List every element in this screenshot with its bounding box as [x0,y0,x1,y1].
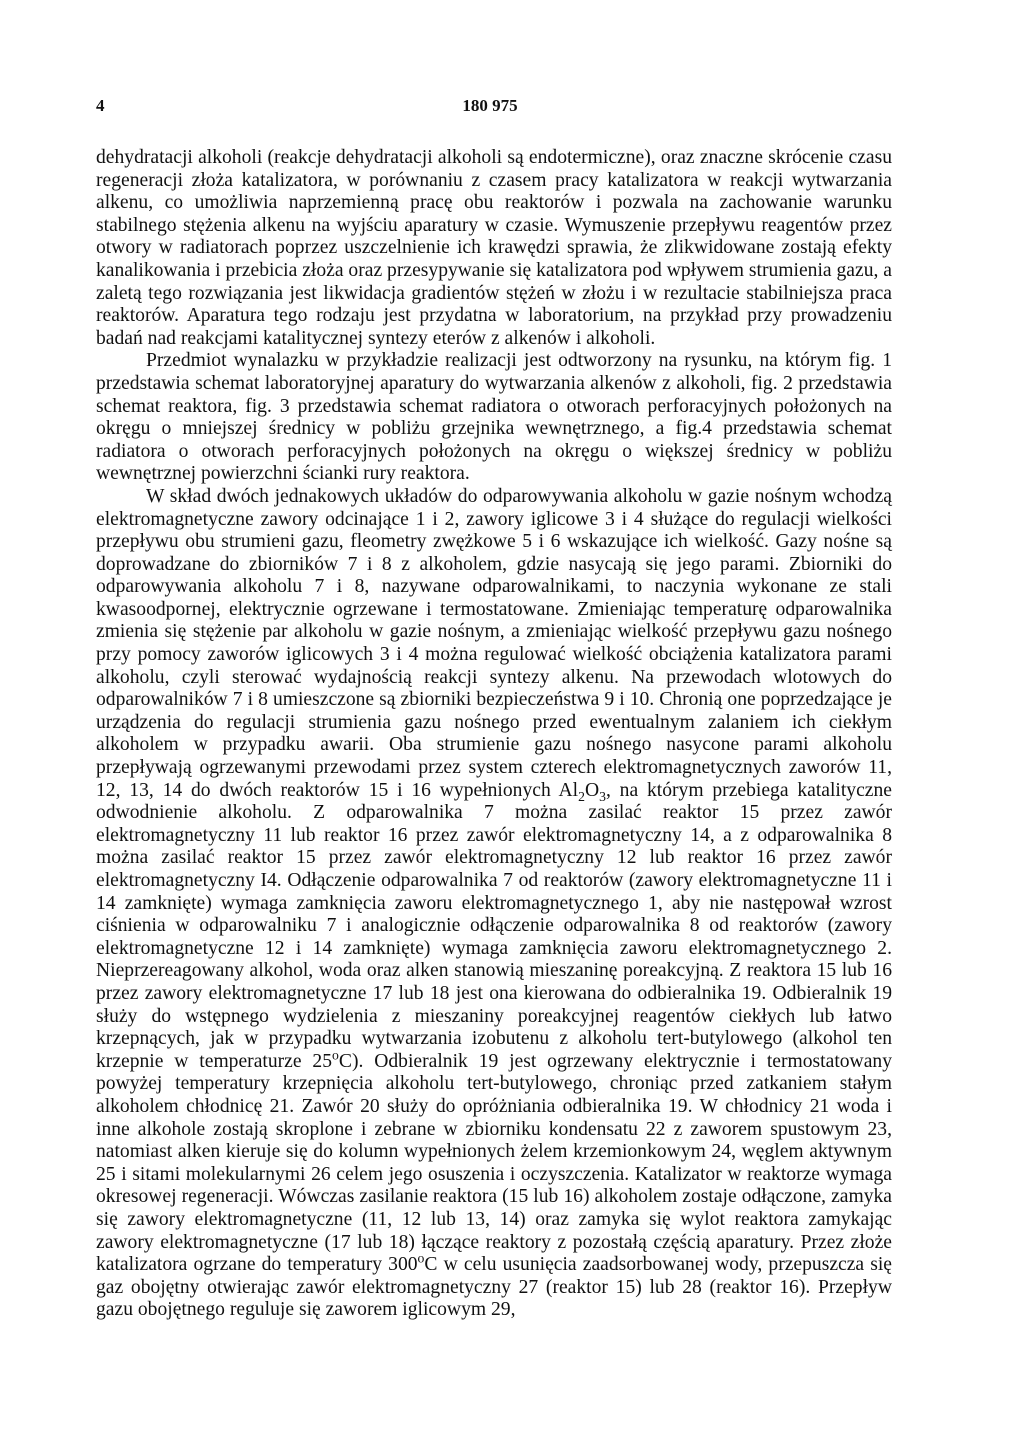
document-number: 180 975 [462,96,518,115]
text-segment: C w celu usunięcia zaadsorbowanej wody, przepuszcza się gaz obojętny otwierając zawór elektromagnetyczny 27 (reaktor 15) lub 28 (reaktor 16). Przepływ gazu obojętnego reguluje się zaworem iglicowym 29, [96,1254,893,1321]
paragraph-2: Przedmiot wynalazku w przykładzie realizacji jest odtworzony na rysunku, na którym fig. 1 przedstawia schemat laboratoryjnej aparatury do wytwarzania alkenów z alkoholi, fig. 2 przedstawia schemat reaktora, fig. 3 przedstawia schemat radiatora o otworach perforacyjnych położonych na okręgu o mniejszej średnicy w pobliżu grzejnika wewnętrznego, a fig.4 przedstawia schemat radiatora o otworach perforacyjnych położonych na okręgu o większej średnicy w pobliżu wewnętrznej powierzchni ścianki rury reaktora. [96,350,892,485]
page-number: 4 [96,96,105,115]
paragraph-3 [96,486,892,1322]
text-segment: C). Odbieralnik 19 jest ogrzewany elektrycznie i termostatowany powyżej temperatury krzepnięcia alkoholu tert-butylowego, chroniąc przed zatkaniem stałym alkoholem chłodnicę 21. Zawór 20 służy do opróżniania odbieralnika 19. W chłodnicy 21 woda i inne alkohole zostają skroplone i zebrane w zbiorniku kondensatu 22 z zaworem spustowym 23, natomiast alken kieruje się do kolumn wypełnionych żelem krzemionkowym 24, węglem aktywnym 25 i sitami molekularnymi 26 celem jego osuszenia i oczyszczenia. Katalizator w reaktorze wymaga okresowej regeneracji. Wówczas zasilanie reaktora (15 lub 16) alkoholem zostaje odłączone, zamyka się zawory elektromagnetyczne (11, 12 lub 13, 14) oraz zamyka się wylot reaktora zamykając zawory elektromagnetyczne (17 lub 18) łączące reaktory z pozostałą częścią aparatury. Przez złoże katalizatora ogrzane do temperatury 300 [96,1050,892,1276]
subscript: 2 [578,788,585,804]
text-segment: , na którym przebiega katalityczne odwodnienie alkoholu. Z odparowalnika 7 można zasilać reaktor 15 przez zawór elektromagnetyczny 11 lub reaktor 16 przez zawór elektromagnetyczny 14, a z odparowalnika 8 można zasilać reaktor 15 przez zawór elektromagnetyczny 12 lub reaktor 16 przez zawór elektromagnetyczny I4. Odłączenie odparowalnika 7 od reaktorów (zawory elektromagnetyczne 11 i 14 zamknięte) wymaga zamknięcia zaworu elektromagnetycznego 1, aby nie następował wzrost ciśnienia w odparowalniku 7 i analogicznie odłączenie odparowalnika 8 od reaktorów (zawory elektromagnetyczne 12 i 14 zamknięte) wymaga zamknięcia zaworu elektromagnetycznego 2. Nieprzereagowany alkohol, woda oraz alken stanowią mieszaninę poreakcyjną. Z reaktora 15 lub 16 przez zawory elektromagnetyczne 17 lub 18 jest ona kierowana do odbieralnika 19. Odbieralnik 19 służy do wstępnego wydzielenia z mieszaniny poreakcyjnej reagentów ciekłych lub łatwo krzepnących, jak w przypadku wytwarzania izobutenu z alkoholu tert-butylowego (alkohol ten krzepnie w temperaturze 25 [96,779,892,1072]
paragraph-1: dehydratacji alkoholi (reakcje dehydratacji alkoholi są endotermiczne), oraz znaczne skrócenie czasu regeneracji złoża katalizatora, w porównaniu z czasem pracy katalizatora w reakcji wytwarzania alkenu, co umożliwia naprzemienną pracę obu reaktorów i pozwala na zachowanie warunku stabilnego stężenia alkenu na wyjściu aparatury w czasie. Wymuszenie przepływu reagentów przez otwory w radiatorach poprzez uszczelnienie ich krawędzi sprawia, że zlikwidowane zostają efekty kanalikowania i przebicia złoża oraz przesypywanie się katalizatora pod wpływem strumienia gazu, a zaletą tego rozwiązania jest likwidacja gradientów stężeń w złożu i w rezultacie stabilniejsza praca reaktorów. Aparatura tego rodzaju jest przydatna w laboratorium, na przykład przy prowadzeniu badań nad reakcjami katalitycznej syntezy eterów z alkenów i alkoholi. [96,147,892,349]
superscript: o [332,1047,339,1063]
subscript: 3 [599,788,606,804]
text-segment: O [584,779,600,801]
superscript: o [417,1250,425,1266]
body-text [96,147,892,1322]
text-segment: W skład dwóch jednakowych układów do odparowywania alkoholu w gazie nośnym wchodzą elektromagnetyczne zawory odcinające 1 i 2, zawory iglicowe 3 i 4 służące do regulacji wielkości przepływu obu strumieni gazu, fleometry zwężkowe 5 i 6 wskazujące ich wielkość. Gazy nośne są doprowadzane do zbiorników 7 i 8 z alkoholem, gdzie nasycają się jego parami. Zbiorniki do odparowywania alkoholu 7 i 8, nazywane odparowalnikami, to naczynia wykonane ze stali kwasoodpornej, elektrycznie ogrzewane i termostatowane. Zmieniając temperaturę odparowalnika zmienia się stężenie par alkoholu w gazie nośnym, a zmieniając wielkość przepływu gazu nośnego przy pomocy zaworów iglicowych 3 i 4 można regulować wielkość obciążenia katalizatora parami alkoholu, czyli sterować wydajnością reakcji syntezy alkenu. Na przewodach wlotowych do odparowalników 7 i 8 umieszczone są zbiorniki bezpieczeństwa 9 i 10. Chronią one poprzedzające je urządzenia do regulacji strumienia gazu nośnego przed ewentualnym zalaniem ich ciekłym alkoholem w przypadku awarii. Oba strumienie gazu nośnego nasycone parami alkoholu przepływają ogrzewanymi przewodami przez system czterech elektromagnetycznych zaworów 11, 12, 13, 14 do dwóch reaktorów 15 i 16 wypełnionych Al [96,485,892,801]
